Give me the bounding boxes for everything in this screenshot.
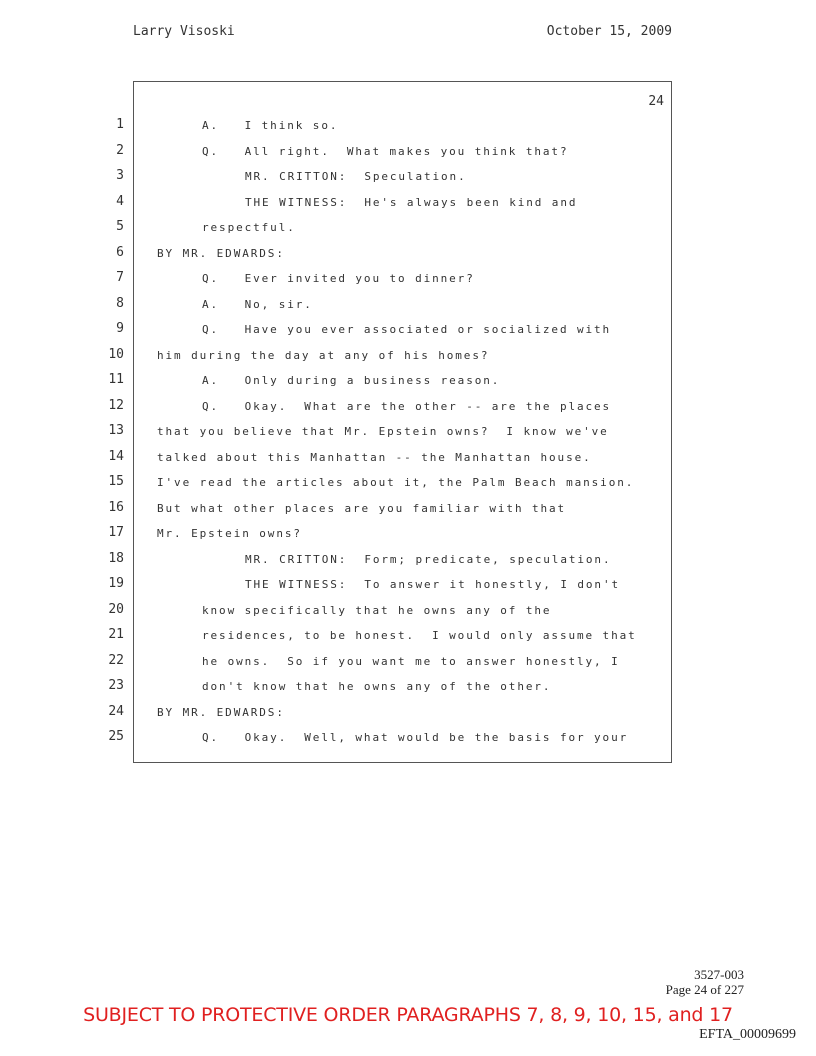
header-witness-name: Larry Visoski: [133, 24, 235, 39]
transcript-line-text: respectful.: [202, 221, 296, 234]
page-number: 24: [648, 94, 664, 109]
line-number: 2: [116, 142, 124, 158]
line-number: 7: [116, 270, 124, 285]
line-number: 12: [108, 397, 124, 413]
transcript-line-text: that you believe that Mr. Epstein owns? I know we've: [157, 425, 609, 438]
line-number: 19: [108, 576, 124, 591]
line-number: 23: [108, 678, 124, 693]
transcript-line-text: But what other places are you familiar with that: [157, 501, 567, 515]
protective-order-notice: SUBJECT TO PROTECTIVE ORDER PARAGRAPHS 7, 8, 9, 10, 15, and 17: [83, 1004, 733, 1026]
header-date: October 15, 2009: [546, 24, 672, 39]
bates-number: EFTA_00009699: [699, 1027, 796, 1042]
transcript-line-text: THE WITNESS: To answer it honestly, I don't: [245, 578, 620, 591]
transcript-line-text: A. No, sir.: [202, 297, 313, 311]
line-number: 9: [116, 321, 124, 336]
transcript-line-text: talked about this Manhattan -- the Manhattan house.: [157, 450, 592, 464]
transcript-line-text: he owns. So if you want me to answer honestly, I: [202, 654, 620, 668]
line-number: 21: [108, 627, 124, 642]
transcript-line-text: I've read the articles about it, the Palm Beach mansion.: [157, 476, 635, 489]
case-number: 3527-003: [694, 967, 744, 982]
line-number: 13: [108, 423, 124, 438]
transcript-line-text: THE WITNESS: He's always been kind and: [245, 195, 578, 209]
line-number: 4: [116, 193, 124, 209]
line-number: 17: [108, 525, 124, 540]
line-number: 18: [108, 550, 124, 566]
line-number: 25: [108, 729, 124, 744]
transcript-line-text: residences, to be honest. I would only assume that: [202, 629, 637, 642]
transcript-line-text: Q. Okay. What are the other -- are the places: [202, 399, 612, 413]
line-number: 1: [116, 117, 124, 132]
line-number: 10: [108, 346, 124, 362]
transcript-line-text: BY MR. EDWARDS:: [157, 246, 285, 260]
line-number: 15: [108, 474, 124, 489]
line-number: 22: [108, 652, 124, 668]
line-number: 24: [108, 703, 124, 719]
transcript-line-text: Q. All right. What makes you think that?: [202, 144, 569, 158]
page-of: Page 24 of 227: [665, 982, 744, 997]
line-number: 20: [108, 601, 124, 617]
line-number: 6: [116, 244, 124, 260]
line-number: 14: [108, 448, 124, 464]
transcript-line-text: A. Only during a business reason.: [202, 374, 501, 387]
transcript-line-text: Q. Have you ever associated or socialized with: [202, 323, 612, 336]
line-number: 8: [116, 295, 124, 311]
line-number: 11: [108, 372, 124, 387]
transcript-line-text: Mr. Epstein owns?: [157, 527, 302, 540]
transcript-line-text: Q. Okay. Well, what would be the basis for your: [202, 731, 629, 744]
transcript-line-text: him during the day at any of his homes?: [157, 348, 490, 362]
transcript-line-text: don't know that he owns any of the other.: [202, 680, 552, 693]
transcript-line-text: MR. CRITTON: Speculation.: [245, 170, 467, 183]
transcript-line-text: know specifically that he owns any of the: [202, 603, 552, 617]
line-number: 3: [116, 168, 124, 183]
transcript-line-text: Q. Ever invited you to dinner?: [202, 272, 475, 285]
transcript-line-text: BY MR. EDWARDS:: [157, 705, 285, 719]
transcript-line-text: MR. CRITTON: Form; predicate, speculation.: [245, 552, 612, 566]
line-number: 16: [108, 499, 124, 515]
transcript-line-text: A. I think so.: [202, 119, 339, 132]
line-number: 5: [116, 219, 124, 234]
